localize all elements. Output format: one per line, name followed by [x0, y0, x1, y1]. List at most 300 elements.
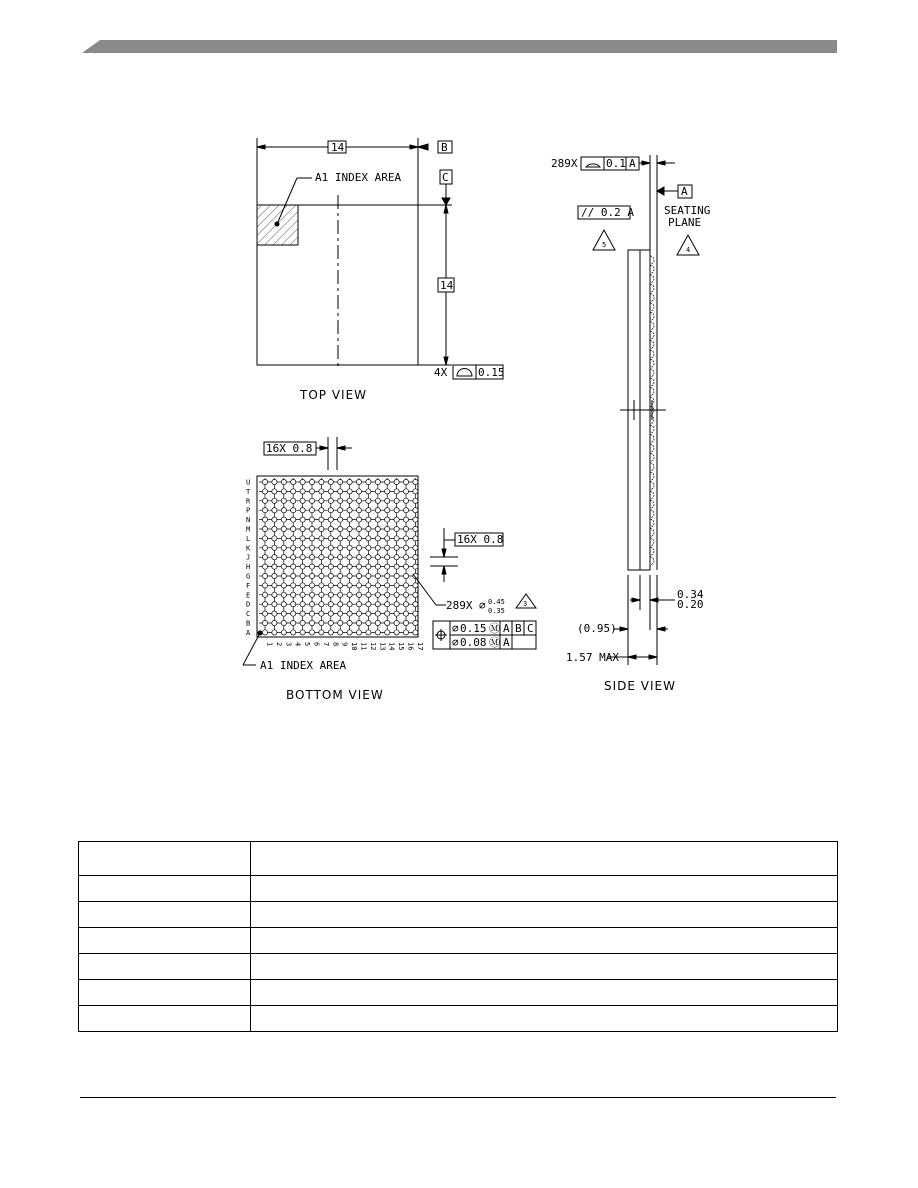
solder-ball [385, 611, 390, 616]
side-ball [650, 472, 654, 480]
svg-text:⌀: ⌀ [479, 599, 486, 612]
solder-ball [300, 517, 305, 522]
solder-ball [319, 583, 324, 588]
bottom-index-label: A1 INDEX AREA [260, 659, 347, 672]
solder-ball [309, 620, 314, 625]
solder-ball [403, 517, 408, 522]
solder-ball [356, 620, 361, 625]
side-ball [650, 500, 654, 508]
solder-ball [319, 545, 324, 550]
solder-ball [347, 545, 352, 550]
solder-ball [385, 526, 390, 531]
solder-ball [338, 602, 343, 607]
solder-ball [413, 555, 418, 560]
solder-ball [319, 573, 324, 578]
solder-ball [366, 479, 371, 484]
table-row [79, 1006, 838, 1032]
table-row [79, 928, 838, 954]
solder-ball [309, 583, 314, 588]
solder-ball [385, 564, 390, 569]
solder-ball [347, 536, 352, 541]
solder-ball [319, 517, 324, 522]
pitch-h-label: 16X 0.8 [266, 442, 313, 455]
solder-ball [300, 526, 305, 531]
ball-dia-min: 0.35 [488, 607, 505, 615]
solder-ball [356, 526, 361, 531]
solder-ball [309, 564, 314, 569]
height-max-dim: 1.57 MAX [566, 651, 619, 664]
solder-ball [366, 508, 371, 513]
note-4-number: 4 [686, 246, 691, 254]
solder-ball [281, 498, 286, 503]
solder-ball [385, 508, 390, 513]
solder-ball [272, 489, 277, 494]
solder-ball [347, 630, 352, 635]
solder-ball [385, 592, 390, 597]
solder-ball [291, 602, 296, 607]
solder-ball [403, 573, 408, 578]
side-ball [650, 359, 654, 367]
solder-ball [262, 498, 267, 503]
solder-ball [319, 498, 324, 503]
solder-ball [291, 526, 296, 531]
row-label: T [246, 487, 251, 496]
solder-ball [309, 508, 314, 513]
solder-ball [328, 630, 333, 635]
solder-ball [262, 545, 267, 550]
table-row [79, 980, 838, 1006]
solder-ball [319, 489, 324, 494]
solder-ball [385, 630, 390, 635]
solder-ball [291, 592, 296, 597]
pitch-v-label: 16X 0.8 [457, 533, 504, 546]
solder-ball [347, 573, 352, 578]
solder-ball [338, 592, 343, 597]
datum-b-label: B [441, 141, 448, 154]
solder-ball [347, 592, 352, 597]
solder-ball [309, 630, 314, 635]
solder-ball [291, 611, 296, 616]
solder-ball [366, 489, 371, 494]
solder-ball [413, 583, 418, 588]
solder-ball [394, 479, 399, 484]
solder-ball [281, 592, 286, 597]
solder-ball [403, 611, 408, 616]
table-cell [79, 1006, 251, 1032]
pos-tol-2: 0.08 [460, 636, 487, 649]
solder-ball [394, 573, 399, 578]
solder-ball [338, 508, 343, 513]
ball-dia-max: 0.45 [488, 598, 505, 606]
solder-ball [300, 564, 305, 569]
solder-ball [375, 526, 380, 531]
solder-ball [385, 517, 390, 522]
pos-tol-1-datum-c: C [527, 622, 534, 635]
solder-ball [300, 479, 305, 484]
solder-ball [366, 517, 371, 522]
solder-ball [281, 489, 286, 494]
solder-ball [272, 517, 277, 522]
side-ball [650, 510, 654, 518]
solder-ball [413, 592, 418, 597]
solder-ball [394, 517, 399, 522]
solder-ball [375, 583, 380, 588]
solder-ball [403, 583, 408, 588]
solder-ball [338, 479, 343, 484]
solder-ball [319, 564, 324, 569]
solder-ball [413, 545, 418, 550]
solder-ball [291, 545, 296, 550]
table-row [79, 876, 838, 902]
solder-ball [272, 498, 277, 503]
solder-ball [291, 508, 296, 513]
solder-ball [356, 479, 361, 484]
solder-ball [328, 536, 333, 541]
solder-ball [413, 611, 418, 616]
solder-ball [347, 517, 352, 522]
table-row [79, 954, 838, 980]
solder-ball [394, 620, 399, 625]
solder-ball [272, 545, 277, 550]
solder-ball [356, 555, 361, 560]
solder-ball [328, 573, 333, 578]
solder-ball [338, 489, 343, 494]
solder-ball [309, 611, 314, 616]
solder-ball [291, 536, 296, 541]
solder-ball [281, 479, 286, 484]
side-ball [650, 284, 654, 292]
solder-ball [347, 564, 352, 569]
solder-ball [347, 508, 352, 513]
solder-ball [328, 564, 333, 569]
side-ball [650, 331, 654, 339]
solder-ball [328, 517, 333, 522]
seating-label-2: PLANE [668, 216, 702, 229]
solder-ball [356, 517, 361, 522]
col-label: 6 [312, 642, 321, 647]
solder-ball [375, 536, 380, 541]
solder-ball [338, 526, 343, 531]
solder-ball [300, 555, 305, 560]
solder-ball [338, 545, 343, 550]
solder-ball [281, 573, 286, 578]
solder-ball [413, 508, 418, 513]
solder-ball [291, 620, 296, 625]
solder-ball [262, 602, 267, 607]
solder-ball [281, 555, 286, 560]
solder-ball [375, 630, 380, 635]
top-index-label: A1 INDEX AREA [315, 171, 402, 184]
solder-ball [338, 611, 343, 616]
coplanarity-datum: A [629, 157, 636, 170]
solder-ball [394, 564, 399, 569]
solder-ball [328, 611, 333, 616]
top-width-dim: 14 [331, 141, 345, 154]
solder-ball [309, 545, 314, 550]
solder-ball [291, 498, 296, 503]
solder-ball [394, 489, 399, 494]
seating-label-1: SEATING [664, 204, 711, 217]
solder-ball [385, 498, 390, 503]
solder-ball [300, 489, 305, 494]
table-cell [251, 1006, 838, 1032]
row-label: N [246, 516, 251, 525]
row-label: H [246, 563, 251, 572]
row-label: K [246, 544, 251, 553]
solder-ball [300, 508, 305, 513]
top-view-title: TOP VIEW [300, 388, 368, 402]
solder-ball [300, 583, 305, 588]
solder-ball [356, 592, 361, 597]
table-cell [79, 954, 251, 980]
solder-ball [319, 602, 324, 607]
solder-ball [347, 489, 352, 494]
solder-ball [366, 564, 371, 569]
side-ball [650, 294, 654, 302]
flatness-count: 4X [434, 366, 448, 379]
col-label: 7 [321, 642, 330, 647]
solder-ball [385, 583, 390, 588]
solder-ball [356, 489, 361, 494]
solder-ball [328, 583, 333, 588]
table-cell [79, 980, 251, 1006]
solder-ball [262, 564, 267, 569]
solder-ball [281, 583, 286, 588]
row-label: P [246, 506, 251, 515]
solder-ball [375, 573, 380, 578]
solder-ball [300, 620, 305, 625]
solder-ball [375, 555, 380, 560]
top-height-dim: 14 [440, 279, 454, 292]
solder-ball [366, 602, 371, 607]
row-label: R [246, 497, 251, 506]
col-label: 10 [350, 642, 359, 651]
side-ball [650, 529, 654, 537]
solder-ball [328, 620, 333, 625]
svg-text:Ⓜ: Ⓜ [489, 636, 500, 649]
solder-ball [394, 498, 399, 503]
solder-ball [413, 489, 418, 494]
solder-ball [385, 555, 390, 560]
solder-ball [394, 630, 399, 635]
solder-ball [262, 479, 267, 484]
flatness-value: 0.15 [478, 366, 505, 379]
solder-ball [281, 564, 286, 569]
ball-grid [259, 478, 418, 635]
solder-ball [291, 583, 296, 588]
solder-ball [347, 479, 352, 484]
col-label: 12 [368, 642, 377, 651]
solder-ball [385, 620, 390, 625]
solder-ball [385, 489, 390, 494]
side-ball [650, 312, 654, 320]
pos-tol-2-datum-a: A [503, 636, 510, 649]
body-ref-dim: (0.95) [577, 622, 617, 635]
solder-ball [300, 536, 305, 541]
solder-ball [347, 583, 352, 588]
solder-ball [328, 508, 333, 513]
solder-ball [328, 526, 333, 531]
solder-ball [328, 479, 333, 484]
parallelism-frame: // 0.2 A [581, 206, 634, 219]
solder-ball [328, 555, 333, 560]
ball-note-number: 3 [523, 600, 528, 608]
solder-ball [413, 630, 418, 635]
solder-ball [394, 545, 399, 550]
side-view-title: SIDE VIEW [604, 679, 676, 693]
solder-ball [272, 611, 277, 616]
solder-ball [291, 489, 296, 494]
solder-ball [366, 555, 371, 560]
solder-ball [338, 498, 343, 503]
footer-rule [80, 1097, 836, 1098]
col-label: 8 [331, 642, 340, 647]
standoff-max: 0.34 [677, 588, 704, 601]
solder-ball [300, 602, 305, 607]
solder-ball [281, 545, 286, 550]
row-label: G [246, 572, 251, 581]
row-label: E [246, 591, 251, 600]
solder-ball [375, 564, 380, 569]
col-label: 3 [284, 642, 293, 647]
table-cell [251, 980, 838, 1006]
solder-ball [394, 555, 399, 560]
side-ball [650, 463, 654, 471]
solder-ball [366, 583, 371, 588]
solder-ball [319, 479, 324, 484]
solder-ball [394, 508, 399, 513]
solder-ball [262, 630, 267, 635]
col-label: 11 [359, 642, 368, 651]
side-ball [650, 341, 654, 349]
row-label: C [246, 610, 251, 619]
solder-ball [272, 620, 277, 625]
solder-ball [394, 611, 399, 616]
solder-ball [366, 526, 371, 531]
table-cell [251, 928, 838, 954]
solder-ball [356, 573, 361, 578]
solder-ball [375, 545, 380, 550]
solder-ball [403, 536, 408, 541]
side-ball [650, 557, 654, 565]
solder-ball [347, 555, 352, 560]
pos-tol-1-datum-a: A [503, 622, 510, 635]
solder-ball [272, 536, 277, 541]
solder-ball [375, 479, 380, 484]
ball-count: 289X [446, 599, 473, 612]
solder-ball [300, 545, 305, 550]
solder-ball [366, 573, 371, 578]
solder-ball [262, 508, 267, 513]
solder-ball [403, 508, 408, 513]
table-cell [251, 954, 838, 980]
solder-ball [262, 526, 267, 531]
bottom-view-title: BOTTOM VIEW [286, 688, 384, 702]
pos-tol-1: 0.15 [460, 622, 487, 635]
solder-ball [300, 498, 305, 503]
solder-ball [375, 620, 380, 625]
solder-ball [272, 526, 277, 531]
solder-ball [413, 602, 418, 607]
solder-ball [272, 573, 277, 578]
side-ball [650, 378, 654, 386]
solder-ball [356, 536, 361, 541]
solder-ball [281, 517, 286, 522]
solder-ball [403, 489, 408, 494]
solder-ball [403, 479, 408, 484]
solder-ball [356, 602, 361, 607]
solder-ball [262, 611, 267, 616]
side-ball [650, 491, 654, 499]
solder-ball [403, 630, 408, 635]
solder-ball [385, 573, 390, 578]
table-row [79, 842, 838, 876]
solder-ball [356, 508, 361, 513]
solder-ball [309, 536, 314, 541]
col-label: 16 [406, 642, 415, 651]
solder-ball [394, 592, 399, 597]
solder-ball [338, 536, 343, 541]
solder-ball [319, 526, 324, 531]
solder-ball [300, 592, 305, 597]
solder-ball [262, 555, 267, 560]
solder-ball [347, 611, 352, 616]
table-cell [251, 842, 838, 876]
solder-ball [272, 564, 277, 569]
solder-ball [319, 555, 324, 560]
solder-ball [394, 602, 399, 607]
solder-ball [338, 630, 343, 635]
solder-ball [338, 555, 343, 560]
solder-ball [309, 517, 314, 522]
side-ball [650, 435, 654, 443]
side-ball [650, 322, 654, 330]
col-label: 5 [303, 642, 312, 647]
side-ball [650, 256, 654, 264]
standoff-min: 0.20 [677, 598, 704, 611]
solder-ball [291, 564, 296, 569]
col-label: 1 [265, 642, 274, 647]
solder-ball [413, 526, 418, 531]
solder-ball [272, 602, 277, 607]
solder-ball [281, 526, 286, 531]
solder-ball [385, 479, 390, 484]
table-row [79, 902, 838, 928]
solder-ball [347, 498, 352, 503]
solder-ball [356, 630, 361, 635]
table-cell [79, 928, 251, 954]
solder-ball [338, 583, 343, 588]
solder-ball [281, 508, 286, 513]
solder-ball [309, 498, 314, 503]
solder-ball [272, 555, 277, 560]
solder-ball [347, 620, 352, 625]
solder-ball [328, 592, 333, 597]
solder-ball [394, 536, 399, 541]
table-cell [79, 876, 251, 902]
solder-ball [272, 630, 277, 635]
solder-ball [366, 630, 371, 635]
solder-ball [291, 517, 296, 522]
datum-c-label: C [442, 171, 449, 184]
solder-ball [403, 620, 408, 625]
pos-tol-1-datum-b: B [515, 622, 522, 635]
solder-ball [319, 536, 324, 541]
solder-ball [413, 620, 418, 625]
solder-ball [309, 555, 314, 560]
col-label: 17 [415, 642, 424, 651]
solder-ball [262, 583, 267, 588]
